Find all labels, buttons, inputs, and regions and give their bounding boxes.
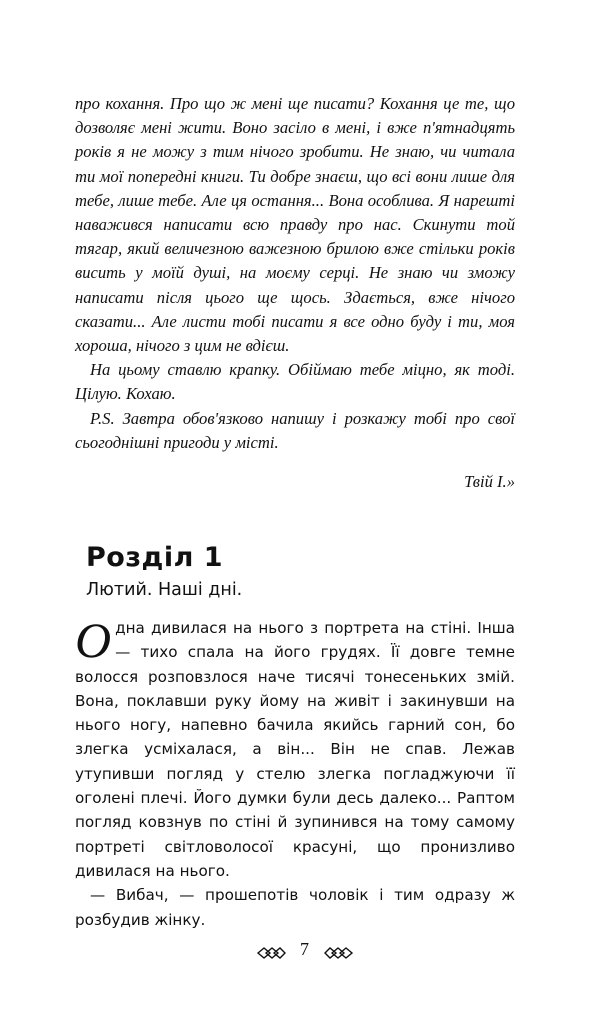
body-paragraph: — Вибач, — прошепотів чоловік і тим одразу ж розбудив жінку.: [75, 886, 515, 929]
letter-text: [75, 92, 515, 455]
chapter-body: [75, 612, 515, 932]
body-paragraph-text: дна дивилася на нього з портрета на стіні. Інша — тихо спала на його грудях. Її довге темне волосся розповзлося наче тисячі тонесеньких змій. Вона, поклавши руку йому на живіт і закинувши на нього ногу, напевно бачила якийсь гарний сон, бо злегка усміхалася, а він... Він не спав. Лежав утупивши погляд у стелю злегка погладжуючи її оголені плечі. Його думки були десь далеко... Раптом погляд ковзнув по стіні й зупинився на тому самому портреті світловолосої красуні, що пронизливо дивилася на нього.: [75, 619, 515, 880]
letter-signature: Твій І.»: [464, 472, 515, 491]
body-paragraph: [75, 612, 515, 883]
chapter-subtitle: Лютий. Наші дні.: [86, 580, 243, 600]
chapter-title: Розділ 1: [86, 542, 224, 573]
ornament-icon: [324, 942, 354, 956]
letter-paragraph: про кохання. Про що ж мені ще писати? Кохання це те, що дозволяє мені жити. Воно засіло в мені, і вже п'ятнадцять років я не можу з тим нічого зробити. Не знаю, чи читала ти мої попередні книги. Ти добре знаєш, що всі вони лише для тебе, лише тебе. Але ця остання... Вона особлива. Я нарешті наважився написати всю правду про нас. Скинути той тягар, який величезною важезною брилою вже стільки років висить у моїй душі, на моєму серці. Не знаю чи зможу написати після цього ще щось. Здається, вже нічого сказати... Але листи тобі писати я все одно буду і ти, моя хороша, нічого з цим не вдієш.: [75, 94, 515, 356]
ornament-icon: [256, 942, 286, 956]
drop-cap: О: [75, 612, 112, 668]
letter-paragraph: P.S. Завтра обов'язково напишу і розкажу тобі про свої сьогоднішні пригоди у місті.: [75, 408, 515, 452]
letter-paragraph: На цьому ставлю крапку. Обіймаю тебе міцно, як тоді. Цілую. Кохаю.: [75, 360, 515, 404]
page-number: 7: [300, 938, 309, 959]
page-footer: [0, 935, 609, 961]
